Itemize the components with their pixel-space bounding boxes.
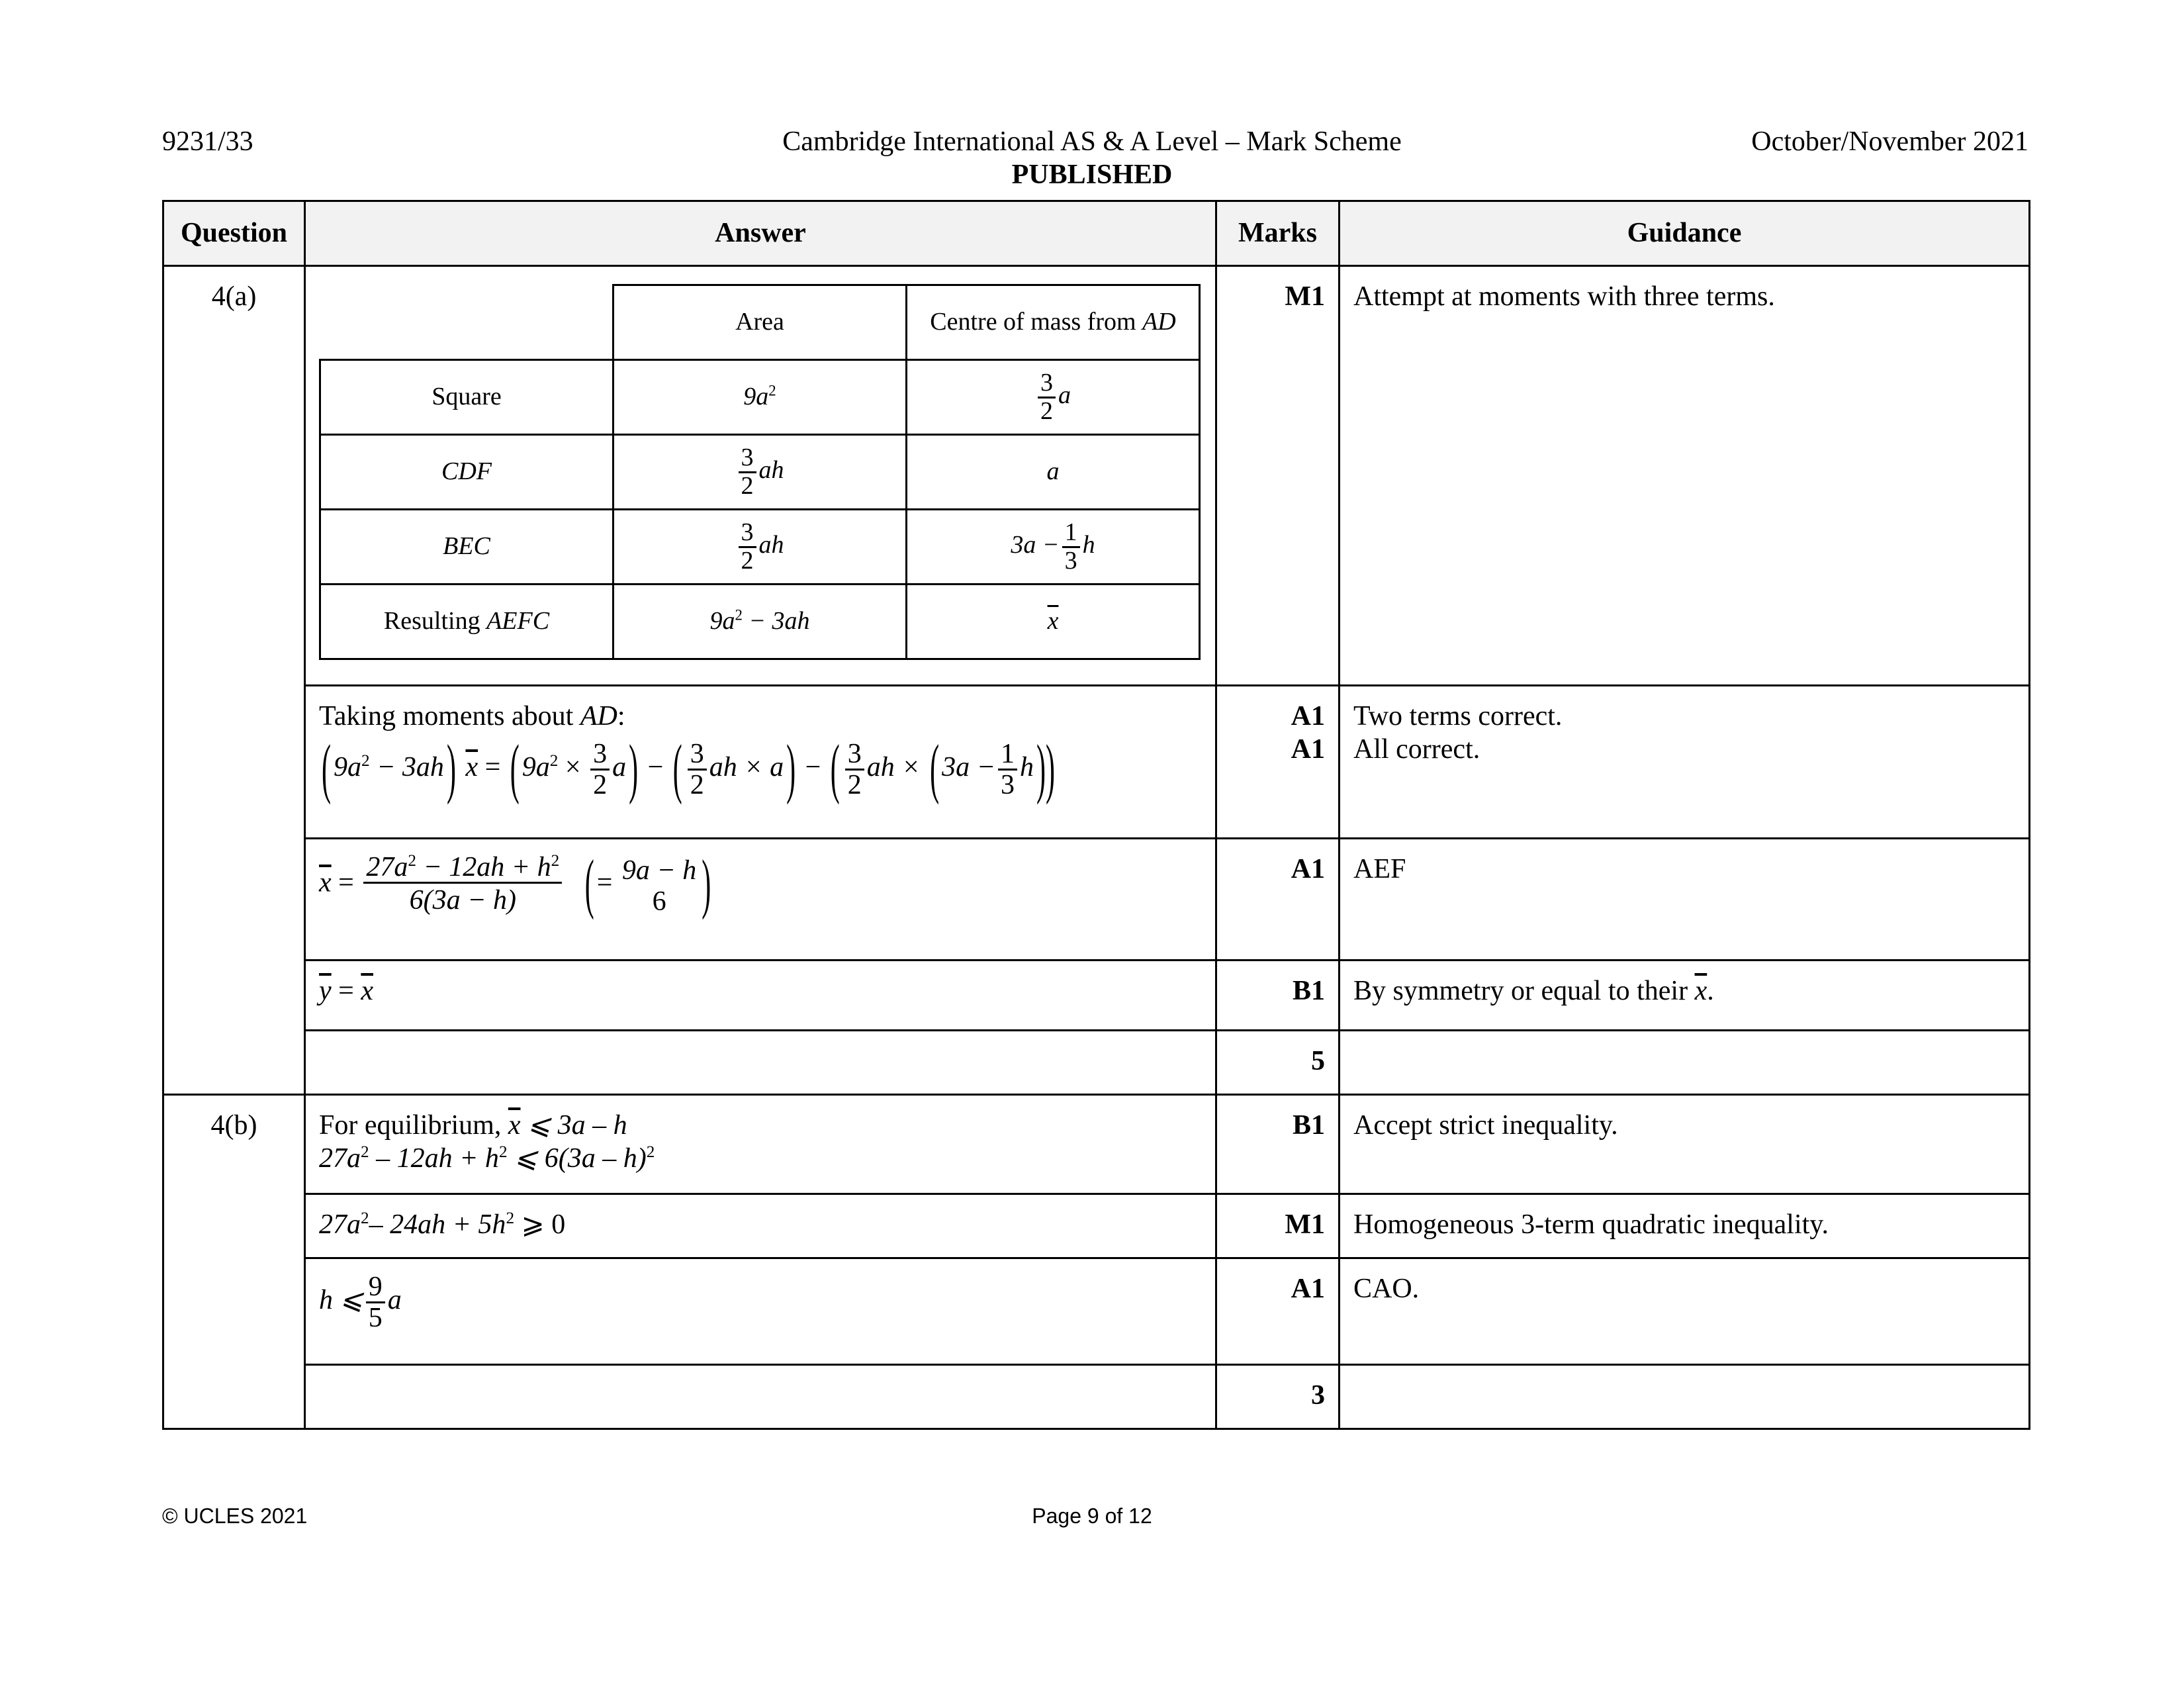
guidance: By symmetry or equal to their $\overline{x}$. <box>1340 961 2030 1031</box>
table-row <box>163 266 2030 686</box>
copyright: © UCLES 2021 <box>162 1504 308 1528</box>
col-question: Question <box>163 201 305 266</box>
answer-cell: Taking moments about AD: $(9a^2 - 3ah) \overline{x} = (9a^2$ × $\frac{3}{2}$ a) − ( $\frac{3}{2}$ ah × a) − ( $\frac{3}{2}$ ah × (3a − $\frac{1}{3}$ h)) <box>305 686 1216 839</box>
shape-name: BEC <box>320 510 614 585</box>
shape-name: Resulting AEFC <box>320 585 614 659</box>
shape-name: CDF <box>320 435 614 510</box>
total-marks: 3 <box>1216 1365 1340 1429</box>
page-number: Page 9 of 12 <box>1032 1504 1152 1528</box>
total-row <box>163 1365 2030 1429</box>
marks: A1 <box>1216 839 1340 961</box>
guidance: Attempt at moments with three terms. <box>1340 266 2030 686</box>
blank-cell <box>320 285 614 360</box>
header-axis: AD <box>1142 308 1176 336</box>
moments-equation: $(9a^2 - 3ah) \overline{x} = (9a^2$ × $\frac{3}{2}$ a) − ( $\frac{3}{2}$ ah × a) − ( $\frac{3}{2}$ ah × (3a − $\frac{1}{3}$ h)) <box>322 733 1055 806</box>
table-row <box>163 1194 2030 1258</box>
header-row <box>163 201 2030 266</box>
col-marks: Marks <box>1216 201 1340 266</box>
shape-name: Square <box>320 360 614 435</box>
com: a <box>907 435 1200 510</box>
com: $\overline{x}$ <box>907 585 1200 659</box>
answer-cell: h ⩽ $\frac{9}{5}$ a <box>305 1258 1216 1365</box>
marks: A1 <box>1216 1258 1340 1365</box>
paper-code: 9231/33 <box>162 126 253 157</box>
answer-cell: $\overline{y} = \overline{x}$ <box>305 961 1216 1031</box>
document-title: Cambridge International AS & A Level – Mark Scheme <box>782 126 1402 157</box>
col-answer: Answer <box>305 201 1216 266</box>
com: 3a − $\frac{1}{3}$ h <box>907 510 1200 585</box>
total-row <box>163 1031 2030 1095</box>
marks: B1 <box>1216 961 1340 1031</box>
question-label: 4(b) <box>163 1095 305 1429</box>
marks: M1 <box>1216 266 1340 686</box>
inner-row-aefc <box>320 585 1200 659</box>
question-label: 4(a) <box>163 266 305 1095</box>
table-row <box>163 1095 2030 1194</box>
inner-row-cdf <box>320 435 1200 510</box>
inner-row-bec <box>320 510 1200 585</box>
inner-header-com <box>907 285 1200 360</box>
guidance <box>1340 1031 2030 1095</box>
guidance: Accept strict inequality. <box>1340 1095 2030 1194</box>
col-guidance: Guidance <box>1340 201 2030 266</box>
marks: A1 A1 <box>1216 686 1340 839</box>
com: $\frac{3}{2}$ a <box>907 360 1200 435</box>
area: $9a^2$ <box>614 360 907 435</box>
guidance: Homogeneous 3-term quadratic inequality. <box>1340 1194 2030 1258</box>
centre-of-mass-table <box>319 284 1201 660</box>
answer-cell: $27a^2-$ $24ah + 5h^2$ ⩾ 0 <box>305 1194 1216 1258</box>
answer-cell: $\overline{x}$ = $\frac{27a^2 - 12ah + h^2}{6(3a - h)}$ (= 9a − h 6 ) <box>305 839 1216 961</box>
guidance: CAO. <box>1340 1258 2030 1365</box>
inner-header-area: Area <box>614 285 907 360</box>
mark-scheme-table <box>162 200 2030 1430</box>
table-row <box>163 1258 2030 1365</box>
exam-session: October/November 2021 <box>1751 126 2028 157</box>
header-text: Centre of mass from <box>930 308 1143 336</box>
answer-cell <box>305 1365 1216 1429</box>
area: $\frac{3}{2}$ ah <box>614 510 907 585</box>
total-marks: 5 <box>1216 1031 1340 1095</box>
area: $\frac{3}{2}$ ah <box>614 435 907 510</box>
answer-cell <box>305 266 1216 686</box>
guidance <box>1340 1365 2030 1429</box>
answer-cell: For equilibrium, $\overline{x}$ ⩽ 3a – h $27a^2 - 12ah + h^2$ ⩽ 6(3a – h)$^2$ <box>305 1095 1216 1194</box>
table-row <box>163 961 2030 1031</box>
table-row <box>163 686 2030 839</box>
guidance: AEF <box>1340 839 2030 961</box>
marks: B1 <box>1216 1095 1340 1194</box>
answer-cell <box>305 1031 1216 1095</box>
table-row <box>163 839 2030 961</box>
marks: M1 <box>1216 1194 1340 1258</box>
area: $9a^2 - 3ah$ <box>614 585 907 659</box>
published-label: PUBLISHED <box>1011 160 1173 190</box>
guidance: Two terms correct. All correct. <box>1340 686 2030 839</box>
inner-row-square <box>320 360 1200 435</box>
